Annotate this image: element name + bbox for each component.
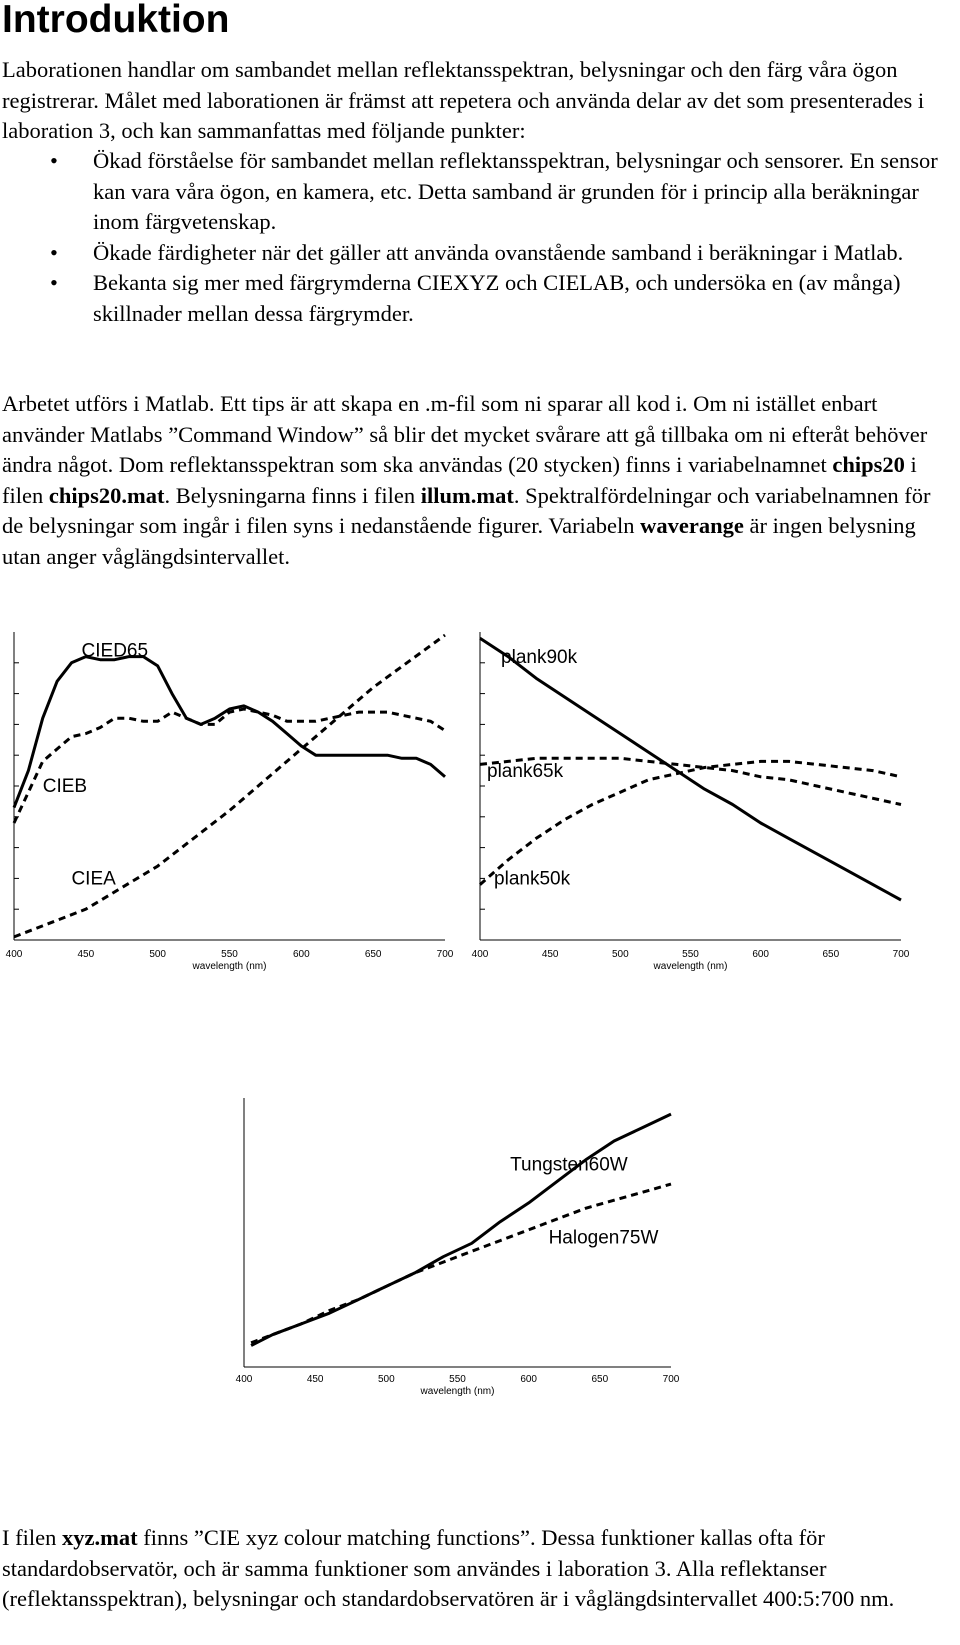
x-axis-title: wavelength (nm) [653, 961, 728, 972]
variable-name: waverange [640, 513, 744, 538]
series-label-plank90k: plank90k [501, 646, 578, 668]
series-label-cieb: CIEB [42, 776, 88, 798]
x-tick-label: 700 [662, 1374, 680, 1385]
x-tick-label: 500 [149, 949, 167, 960]
series-label-ciea: CIEA [71, 868, 116, 890]
x-tick-label: 700 [436, 949, 454, 960]
series-label-tungsten60w: Tungsten60W [510, 1154, 628, 1176]
list-item: • Ökad förståelse för sambandet mellan reflektansspektran, belysningar och sensorer. En sensor kan vara våra ögon, en kamera, etc. Detta samband är grunden för i princip alla beräkningar inom färgvetenskap. [0, 146, 950, 238]
illuminant-cie-chart [0, 618, 458, 1003]
xyz-paragraph [2, 1523, 952, 1615]
x-tick-label: 400 [471, 949, 489, 960]
list-item: • Ökade färdigheter när det gäller att använda ovanstående samband i beräkningar i Matlab. [0, 238, 950, 269]
variable-name: chips20 [832, 452, 905, 477]
series-line-cieb [14, 709, 445, 823]
x-tick-label: 650 [591, 1374, 609, 1385]
x-tick-label: 600 [292, 949, 310, 960]
paragraph-text: i filen [2, 452, 917, 508]
illuminant-lamp-chart [226, 1084, 710, 1488]
x-tick-label: 600 [520, 1374, 538, 1385]
file-name: illum.mat [420, 482, 514, 508]
x-axis-title: wavelength (nm) [420, 1386, 495, 1397]
x-tick-label: 550 [682, 949, 699, 960]
x-axis-title: wavelength (nm) [192, 961, 267, 972]
paragraph-text: I filen [2, 1525, 62, 1550]
x-tick-label: 400 [235, 1374, 253, 1385]
file-name: xyz.mat [61, 1525, 138, 1550]
paragraph-text: är ingen belysning utan anger våglängdsintervallet. [2, 513, 916, 569]
x-tick-label: 700 [892, 949, 910, 960]
file-name: chips20.mat [48, 482, 165, 508]
x-tick-label: 650 [822, 949, 840, 960]
paragraph-text: Arbetet utförs i Matlab. Ett tips är att skapa en .m-fil som ni sparar all kod i. Om ni istället enbart använder Matlabs ”Command Window” så blir det mycket svårare att gå tillbaka om ni efteråt behöver ändra något. Dom reflektansspektran som ska användas (20 stycken) finns i variabelnamnet [2, 391, 928, 477]
x-tick-label: 550 [449, 1374, 466, 1385]
series-label-cied65: CIED65 [81, 640, 149, 662]
x-tick-label: 450 [77, 949, 95, 960]
illuminant-plank-chart [466, 618, 960, 1003]
x-tick-label: 600 [752, 949, 770, 960]
goal-list [0, 146, 950, 329]
series-label-plank50k: plank50k [494, 868, 571, 890]
x-tick-label: 550 [221, 949, 238, 960]
x-tick-label: 450 [541, 949, 559, 960]
x-tick-label: 400 [5, 949, 23, 960]
x-tick-label: 500 [611, 949, 629, 960]
x-tick-label: 450 [306, 1374, 324, 1385]
series-label-plank65k: plank65k [487, 760, 564, 782]
series-label-halogen75w: Halogen75W [548, 1227, 659, 1249]
paragraph-text: . Belysningarna finns i filen [164, 482, 421, 508]
paragraph-text: . Spektralfördelningar och variabelnamnen för de belysningar som ingår i filen syns i nedanstående figurer. Variabeln [2, 482, 931, 538]
intro-paragraph: Laborationen handlar om sambandet mellan reflektansspektran, belysningar och den färg våra ögon registrerar. Målet med laborationen är främst att repetera och använda delar av det som presenterades i laboration 3, och kan sammanfattas med följande punkter: [2, 57, 925, 143]
page-heading: Introduktion [2, 0, 230, 41]
matlab-paragraph [2, 389, 952, 572]
paragraph-text: finns ”CIE xyz colour matching functions”. Dessa funktioner kallas ofta för standardobservatör, och är samma funktioner som användes i laboration 3. Alla reflektanser (reflektansspektran), belysningar och standardobservatören är i våglängdsintervallet 400:5:700 nm. [2, 1525, 895, 1611]
x-tick-label: 500 [377, 1374, 395, 1385]
list-item: • Bekanta sig mer med färgrymderna CIEXYZ och CIELAB, och undersöka en (av många) skillnader mellan dessa färgrymder. [0, 268, 950, 329]
x-tick-label: 650 [364, 949, 382, 960]
